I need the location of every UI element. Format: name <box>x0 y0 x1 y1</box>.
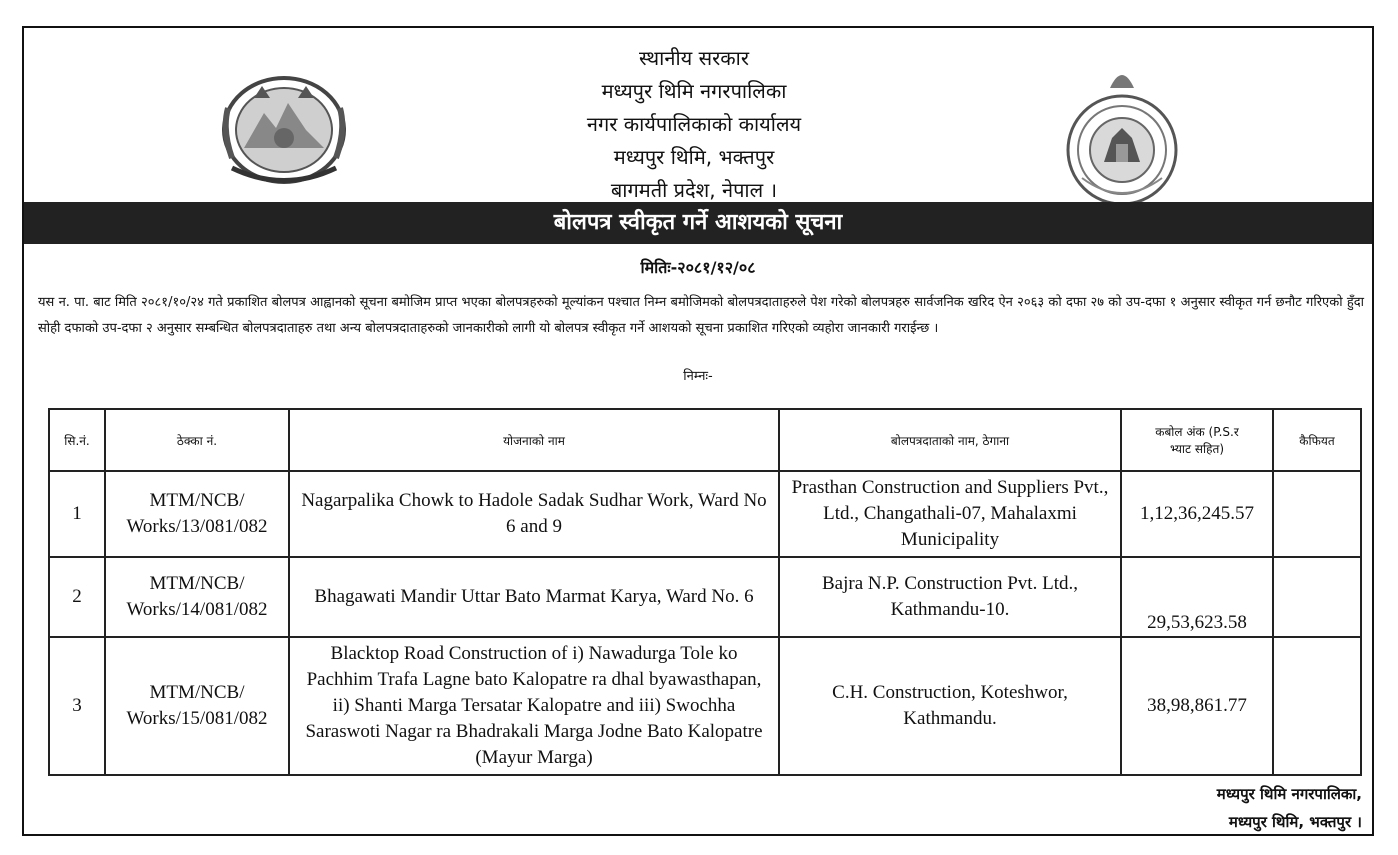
row-amount: 1,12,36,245.57 <box>1121 471 1273 557</box>
row-project-name: Bhagawati Mandir Uttar Bato Marmat Karya, Ward No. 6 <box>289 557 779 637</box>
header-remarks: कैफियत <box>1273 409 1361 471</box>
row-sn: 2 <box>49 557 105 637</box>
office-heading <box>444 42 944 207</box>
heading-line-office: नगर कार्यपालिकाको कार्यालय <box>586 112 802 136</box>
row-contract-no <box>105 637 289 775</box>
header-amount-line1: कबोल अंक (P.S.र <box>1155 425 1239 439</box>
contract-line2: Works/13/081/082 <box>126 516 268 537</box>
footer-line1: मध्यपुर थिमि नगरपालिका, <box>1216 785 1362 803</box>
row-bidder: Prasthan Construction and Suppliers Pvt., Ltd., Changathali-07, Mahalaxmi Municipality <box>779 471 1121 557</box>
row-contract-no <box>105 557 289 637</box>
notice-paragraph: यस न. पा. बाट मिति २०८१/१०/२४ गते प्रकाशित बोलपत्र आह्वानको सूचना बमोजिम प्राप्त भएका बोलपत्रहरुको मूल्यांकन पश्चात निम्न बमोजिमको बोलपत्रदाताहरुले पेश गरेको बोलपत्रहरु सार्वजनिक खरिद ऐन २०६३ को दफा २७ को उप-दफा १ अनुसार स्वीकृत गर्न छनौट गरिएको हुँदा सोही दफाको उप-दफा २ अनुसार सम्बन्धित बोलपत्रदाताहरु तथा अन्य बोलपत्रदाताहरुको जानकारीको लागी यो बोलपत्र स्वीकृत गर्ने आशयको सूचना प्रकाशित गरिएको व्यहोरा जानकारी गराईन्छ । <box>38 295 1364 336</box>
contract-line1: MTM/NCB/ <box>149 682 245 703</box>
notice-date: मितिः-२०८१/१२/०८ <box>640 258 756 277</box>
nepal-government-emblem-icon <box>214 68 354 194</box>
contract-line2: Works/14/081/082 <box>126 599 268 620</box>
municipality-seal-icon <box>1062 58 1182 212</box>
row-bidder: Bajra N.P. Construction Pvt. Ltd., Kathmandu-10. <box>779 557 1121 637</box>
header-amount <box>1121 409 1273 471</box>
bid-table <box>48 408 1362 776</box>
table-header-row <box>49 409 1361 471</box>
footer-line2: मध्यपुर थिमि, भक्तपुर । <box>1228 813 1362 831</box>
row-amount: 38,98,861.77 <box>1121 637 1273 775</box>
heading-line-address: मध्यपुर थिमि, भक्तपुर <box>613 145 775 169</box>
row-remarks <box>1273 471 1361 557</box>
contract-line2: Works/15/081/082 <box>126 708 268 729</box>
table-row <box>49 471 1361 557</box>
row-remarks <box>1273 637 1361 775</box>
notice-frame <box>22 26 1374 836</box>
row-bidder: C.H. Construction, Koteshwor, Kathmandu. <box>779 637 1121 775</box>
table-row <box>49 637 1361 775</box>
row-remarks <box>1273 557 1361 637</box>
heading-line-province: बागमती प्रदेश, नेपाल । <box>610 178 778 202</box>
header-project-name: योजनाको नाम <box>289 409 779 471</box>
heading-line-government: स्थानीय सरकार <box>639 46 749 70</box>
notice-title-banner: बोलपत्र स्वीकृत गर्ने आशयको सूचना <box>24 202 1372 244</box>
header-bidder: बोलपत्रदाताको नाम, ठेगाना <box>779 409 1121 471</box>
row-sn: 1 <box>49 471 105 557</box>
row-sn: 3 <box>49 637 105 775</box>
table-row <box>49 557 1361 637</box>
row-contract-no <box>105 471 289 557</box>
issuer-signature-block <box>1217 780 1362 836</box>
row-project-name: Nagarpalika Chowk to Hadole Sadak Sudhar Work, Ward No 6 and 9 <box>289 471 779 557</box>
following-label: निम्नः- <box>683 369 713 384</box>
row-amount: 29,53,623.58 <box>1121 557 1273 637</box>
row-project-name: Blacktop Road Construction of i) Nawadurga Tole ko Pachhim Trafa Lagne bato Kalopatre ra dhal byawasthapan, ii) Shanti Marga Tersatar Kalopatre and iii) Swochha Saraswoti Nagar ra Bhadrakali Marga Jodne Bato Kalopatre (Mayur Marga) <box>289 637 779 775</box>
header-sn: सि.नं. <box>49 409 105 471</box>
contract-line1: MTM/NCB/ <box>149 490 245 511</box>
contract-line1: MTM/NCB/ <box>149 573 245 594</box>
heading-line-municipality: मध्यपुर थिमि नगरपालिका <box>601 79 787 103</box>
header-contract-no: ठेक्का नं. <box>105 409 289 471</box>
header-amount-line2: भ्याट सहित) <box>1169 442 1225 456</box>
